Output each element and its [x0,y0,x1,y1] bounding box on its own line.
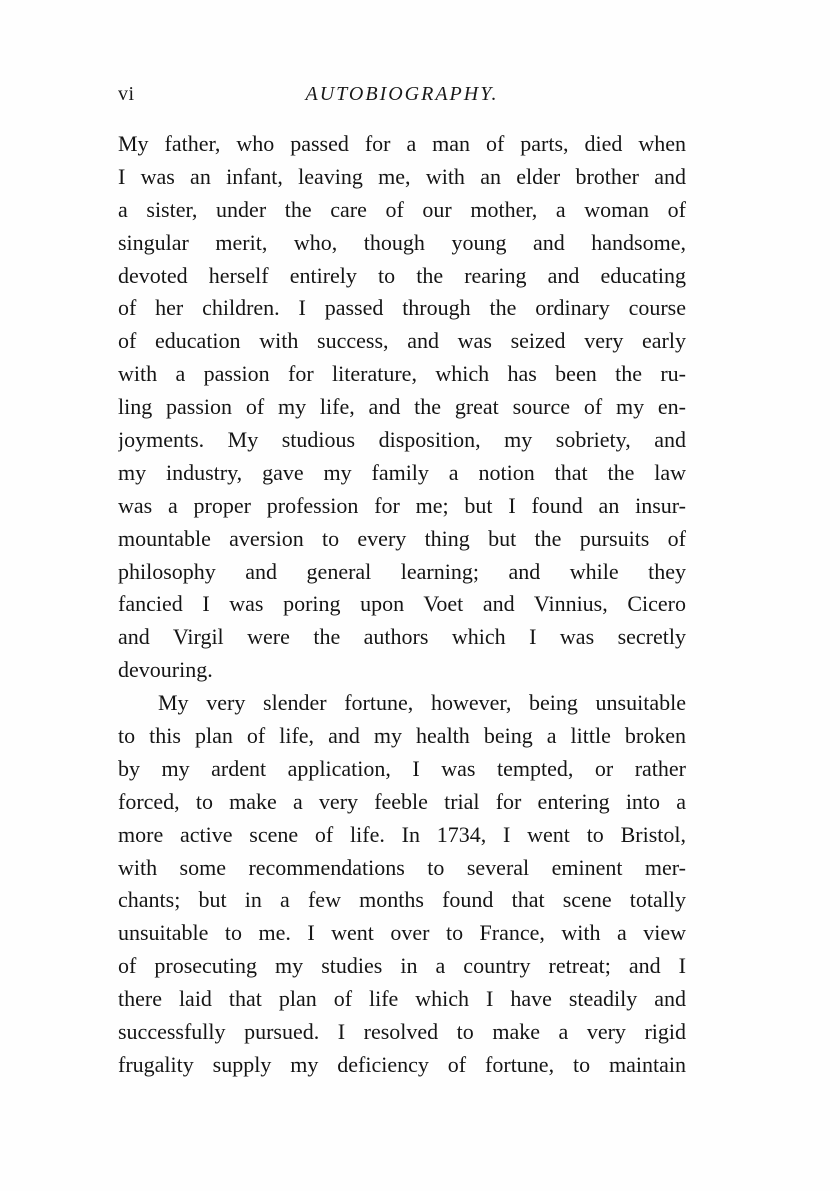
text-line: there laid that plan of life which I have steadily and [118,986,686,1012]
text-line: devouring. [118,657,213,683]
text-line: and Virgil were the authors which I was secretly [118,624,686,650]
page-number: vi [118,83,135,105]
text-line: of her children. I passed through the ordinary course [118,295,686,321]
text-line: of education with success, and was seized very early [118,328,686,354]
text-line: I was an infant, leaving me, with an elder brother and [118,163,686,189]
text-line: to this plan of life, and my health being a little broken [118,723,686,749]
text-line: mountable aversion to every thing but the pursuits of [118,525,686,551]
text-line: of prosecuting my studies in a country retreat; and I [118,953,686,979]
body-text [118,128,686,1082]
text-line: forced, to make a very feeble trial for entering into a [118,788,686,814]
text-line: philosophy and general learning; and while they [118,558,686,584]
text-line: by my ardent application, I was tempted, or rather [118,755,686,781]
text-line: unsuitable to me. I went over to France, with a view [118,920,686,946]
text-line: ling passion of my life, and the great source of my en- [118,394,686,420]
text-line: singular merit, who, though young and handsome, [118,229,686,255]
text-line: with a passion for literature, which has been the ru- [118,361,686,387]
text-line: was a proper profession for me; but I found an insur- [118,492,686,518]
paragraph [118,128,686,687]
text-line: with some recommendations to several eminent mer- [118,854,686,880]
text-line: My father, who passed for a man of parts, died when [118,131,686,156]
text-line: frugality supply my deficiency of fortune, to maintain [118,1051,686,1077]
text-line: my industry, gave my family a notion that the law [118,459,686,485]
text-line: joyments. My studious disposition, my sobriety, and [118,427,686,453]
text-line: chants; but in a few months found that scene totally [118,887,686,913]
paragraph-container [118,128,686,1082]
text-line: a sister, under the care of our mother, a woman of [118,196,686,222]
text-line: fancied I was poring upon Voet and Vinnius, Cicero [118,591,686,617]
paragraph [118,687,686,1082]
text-line: more active scene of life. In 1734, I went to Bristol, [118,821,686,847]
running-head [118,83,686,113]
running-title: AUTOBIOGRAPHY. [305,83,499,105]
text-line: My very slender fortune, however, being unsuitable [158,690,686,716]
text-line: successfully pursued. I resolved to make a very rigid [118,1019,686,1045]
text-line: devoted herself entirely to the rearing and educating [118,262,686,288]
